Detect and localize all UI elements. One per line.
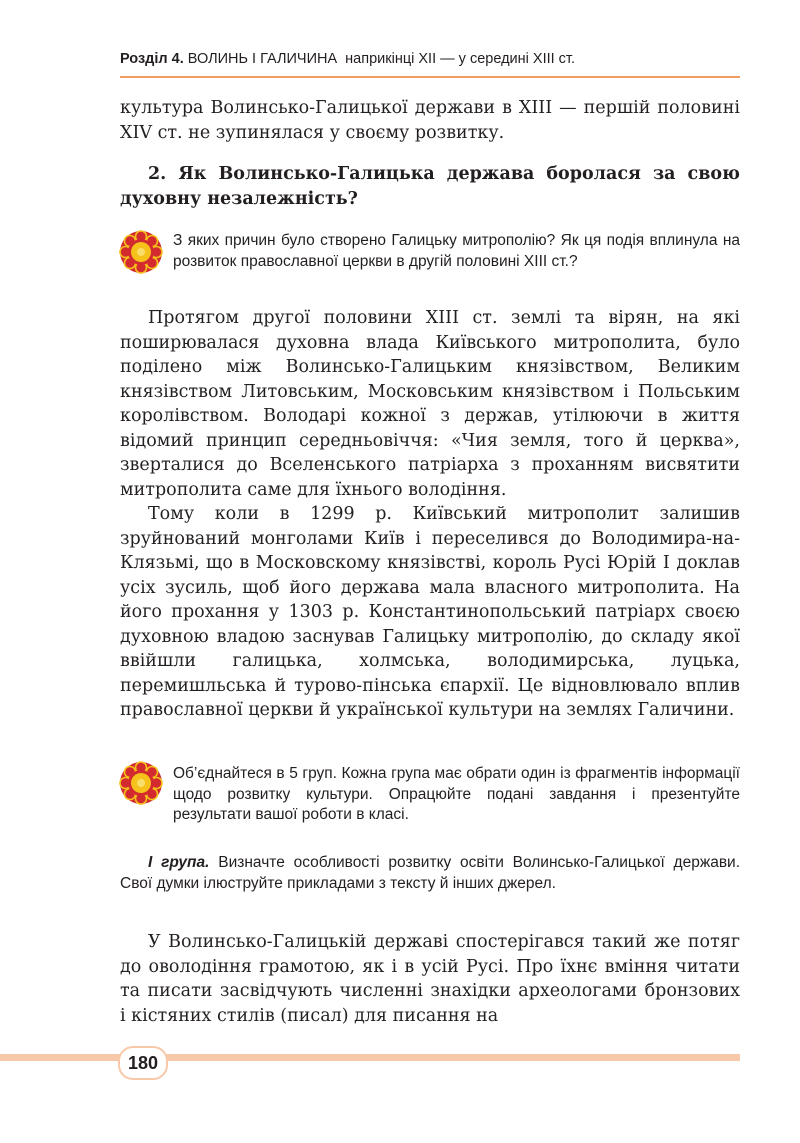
page-number: 180: [118, 1046, 168, 1080]
paragraph-2: Тому коли в 1299 р. Київський митрополит залишив зруйнований монголами Київ і переселився до Володимира-на-Клязьмі, що в Московскому князівстві, король Русі Юрій I доклав усіх зусиль, щоб його держава мала власного митрополита. На його прохання у 1303 р. Константинопольський патріарх своєю духовною владою заснував Галицьку митрополію, до складу якої ввійшли галицька, холмська, володимирська, луцька, перемишльська й турово-пінська єпархії. Це відновлювало вплив православної церкви й української культури на землях Галичини.: [120, 504, 740, 720]
paragraph-1: Протягом другої половини XIII ст. землі та вірян, на які поширювалася духовна влада Київського митрополита, було поділено між Волинсько-Галицьким князівством, Великим князівством Литовським, Московським князівством і Польським королівством. Володарі кожної з держав, утілюючи в життя відомий принцип середньовіччя: «Чия земля, того й церква», зверталися до Вселенського патріарха з проханням висвятити митрополита саме для їхнього володіння.: [120, 308, 740, 500]
intro-paragraph: культура Волинсько-Галицької держави в XIII — першій половині XIV ст. не зупинялася у своєму розвитку.: [120, 98, 740, 143]
group-1-label: I група.: [148, 854, 210, 871]
group-1-task: [120, 853, 740, 894]
section-label: Розділ 4.: [120, 51, 184, 67]
section-title: ВОЛИНЬ І ГАЛИЧИНА: [187, 51, 338, 67]
rosette-task-icon: [118, 229, 164, 275]
section-period: наприкінці XII — у середині XIII ст.: [345, 51, 575, 67]
task-question: З яких причин було створено Галицьку митрополію? Як ця подія вплинула на розвиток православної церкви в другій половині XIII ст.?: [173, 232, 740, 270]
section-heading: 2. Як Волинсько-Галицька держава боролася за свою духовну незалежність?: [120, 164, 740, 209]
running-header: [120, 47, 740, 78]
group-task: Об’єднайтеся в 5 груп. Кожна група має обрати один із фрагментів інформації щодо розвитку культури. Опрацюйте подані завдання і презентуйте результати вашої роботи в класі.: [173, 765, 740, 823]
group-1-text: Визначте особливості розвитку освіти Волинсько-Галицької держави. Свої думки ілюструйте прикладами з тексту й інших джерел.: [120, 854, 741, 892]
paragraph-3: У Волинсько-Галицькій державі спостерігався такий же потяг до оволодіння грамотою, як і в усій Русі. Про їхнє вміння читати та писати засвідчують численні знахідки археологами бронзових і кістяних стилів (писал) для писання на: [120, 932, 740, 1026]
header-rule: [120, 76, 740, 78]
footer-bar: [0, 1054, 740, 1061]
rosette-task-icon: [118, 760, 164, 806]
